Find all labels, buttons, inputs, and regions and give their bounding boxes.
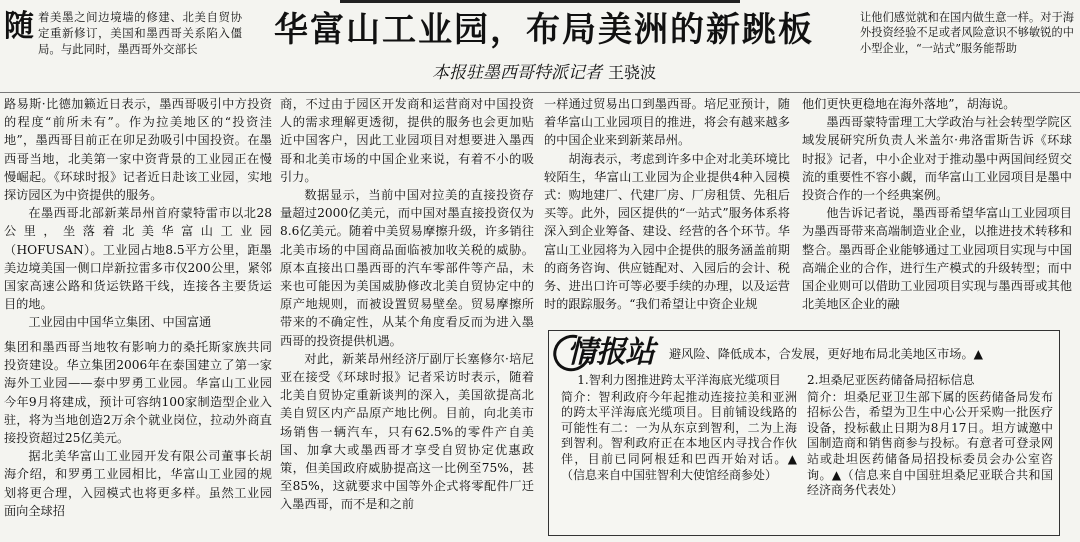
page-top-edge [340, 0, 740, 3]
column-1 [4, 95, 272, 335]
paragraph: 工业园由中国华立集团、中国富通 [28, 315, 212, 330]
column-3 [544, 95, 790, 327]
column-4 [802, 95, 1072, 327]
column-1-continued [4, 338, 272, 538]
info-item-2 [807, 373, 1053, 533]
author-name: 王骁波 [607, 63, 656, 82]
paragraph: 一样通过贸易出口到墨西哥。培尼亚预计，随着华富山工业园项目的推进，将会有越来越多的中国企业来到新莱昂州。 [544, 97, 790, 148]
paragraph: 墨西哥蒙特雷理工大学政治与社会转型学院区域发展研究所负责人米盖尔·弗洛雷斯告诉《环球时报》记者，中小企业对于推动墨中两国间经贸交流的重要性不容小觑，而华富山工业园项目是墨中投资合作的一个经典案例。 [802, 115, 1072, 203]
paragraph: 路易斯·比德加籁近日表示，墨西哥吸引中方投资的程度“前所未有”。作为拉美地区的“投资洼地”，墨西哥目前正在卯足劲吸引中国投资。在墨西哥当地，北美第一家中资背景的工业园正在慢慢崛起。《环球时报》记者近日赴该工业园，实地探访园区为中资提供的服务。 [4, 97, 272, 203]
paragraph: 据北美华富山工业园开发有限公司董事长胡海介绍，和罗勇工业园相比，华富山工业园的规划将更合理，入园模式也将更多样。虽然工业园面向全球招 [4, 449, 272, 518]
box-lead-text: 避风险、降低成本，合发展，更好地布局北美地区市场。▲ [669, 347, 984, 361]
paragraph: 对此，新莱昂州经济厅副厅长塞修尔·培尼亚在接受《环球时报》记者采访时表示，随着北美自贸协定重新谈判的深入，美国欲提高北美自贸区内产品原产地比例。目前，向北美市场销售一辆汽车，只有62.5%的零件产自美国、加拿大或墨西哥才享受自贸协定优惠政策，但美国政府威胁提高这一比例至75%，甚至85%，这就要求中国等外企式将零配件厂迁入墨西哥，而不是和之前 [280, 351, 534, 512]
topright-text: 让他们感觉就和在国内做生意一样。对于海外投资经验不足或者风险意识不够敏锐的中小型企业，“一站式”服务能帮助 [860, 11, 1074, 55]
paragraph: 他告诉记者说，墨西哥希望华富山工业园项目为墨西哥带来高端制造业企业，以推进技术转移和整合。墨西哥企业能够通过工业园项目实现与中国高端企业的合作，进行生产模式的升级转型；而中国企业则可以借助工业园项目实现与墨西哥或其他北美地区企业的融 [802, 206, 1072, 312]
byline [248, 60, 840, 86]
logo-text: 情报站 [567, 335, 654, 370]
info-item-1 [561, 373, 797, 533]
info-item-body: 简介：坦桑尼亚卫生部下属的医药储备局发布招标公告，希望为卫生中心公开采购一批医疗设备，投标截止日期为8月17日。坦方诚邀中国制造商和销售商参与投标。有意者可登录网站或赴坦医药储备局招投标委员会办公室咨询。▲（信息来自中国驻坦桑尼亚联合共和国经济商务代表处） [807, 389, 1053, 498]
article-intro [4, 10, 242, 90]
header-rule [0, 92, 1080, 93]
column-2 [280, 95, 534, 538]
paragraph: 数据显示，当前中国对拉美的直接投资存量超过2000亿美元，而中国对墨直接投资仅为8.6亿美元。随着中美贸易摩擦升级，许多销往北美市场的中国商品面临被加收关税的威胁。原本直接出口墨西哥的汽车零部件等产品，未来也可能因为美国威胁修改北美自贸协定中的原产地规则，而被设置贸易壁垒。贸易摩擦所带来的不确定性，从某个角度看反而为进入墨西哥的投资提供机遇。 [280, 188, 534, 348]
headline: 华富山工业园，布局美洲的新跳板 [274, 10, 814, 50]
paragraph: 集团和墨西哥当地牧有影响力的桑托斯家族共同投资建设。华立集团2006年在泰国建立了第一家海外工业园——泰中罗勇工业园。华富山工业园今年9月将建成，预计可容纳100家制造型企业入驻，将为当地创造2万余个就业岗位，拉动外商直接投资超过25亿美元。 [4, 340, 272, 446]
info-station-box [548, 330, 1060, 536]
info-item-body: 简介：智利政府今年起推动连接拉美和亚洲的跨太平洋海底光缆项目。目前铺设线路的可能性有二：一为从东京到智利，二为上海到智利。智利政府正在本地区内寻找合作伙伴，目前已同阿根廷和巴西开始对话。▲（信息来自中国驻智利大使馆经商参处） [561, 389, 797, 482]
paragraph: 他们更快更稳地在海外落地”，胡海说。 [802, 97, 1016, 111]
paragraph: 商，不过由于园区开发商和运营商对中国投资人的需求理解更透彻，提供的服务也会更加贴近中国客户，因此工业园项目对想要进入墨西哥和北美市场的中国企业来说，有着不小的吸引力。 [280, 97, 534, 184]
info-station-logo [549, 331, 665, 375]
paragraph: 在墨西哥北部新莱昂州首府蒙特雷市以北28公里，坐落着北美华富山工业园（HOFUSAN）。工业园占地8.5平方公里，距墨美边境美国一侧口岸新拉雷多市仅200公里，紧邻国家高速公路和货运铁路干线，连接各主要货运目的地。 [4, 206, 272, 312]
dropcap: 随 [4, 10, 34, 44]
byline-text: 本报驻墨西哥特派记者 [431, 63, 602, 83]
paragraph: 胡海表示，考虑到许多中企对北美环境比较陌生，华富山工业园为企业提供4种入园模式：购地建厂、代建厂房、厂房租赁、先租后买等。此外，园区提供的“一站式”服务体系将深入到企业筹备、建设、经营的各个环节。华富山工业园将为入园中企提供的服务涵盖前期的商务咨询、供应链配对、入园后的会计、税务、进出口许可等必要手续的办理，以及运营时的跟踪服务。“我们希望让中资企业规 [544, 151, 790, 312]
intro-text: 着美墨之间边境墙的修建、北美自贸协定重新修订，美国和墨西哥关系陷入僵局。与此同时，墨西哥外交部长 [38, 10, 242, 56]
info-item-title: 1.智利力图推进跨太平洋海底光缆项目 [577, 373, 781, 387]
info-item-title: 2.坦桑尼亚医药储备局招标信息 [807, 373, 975, 387]
